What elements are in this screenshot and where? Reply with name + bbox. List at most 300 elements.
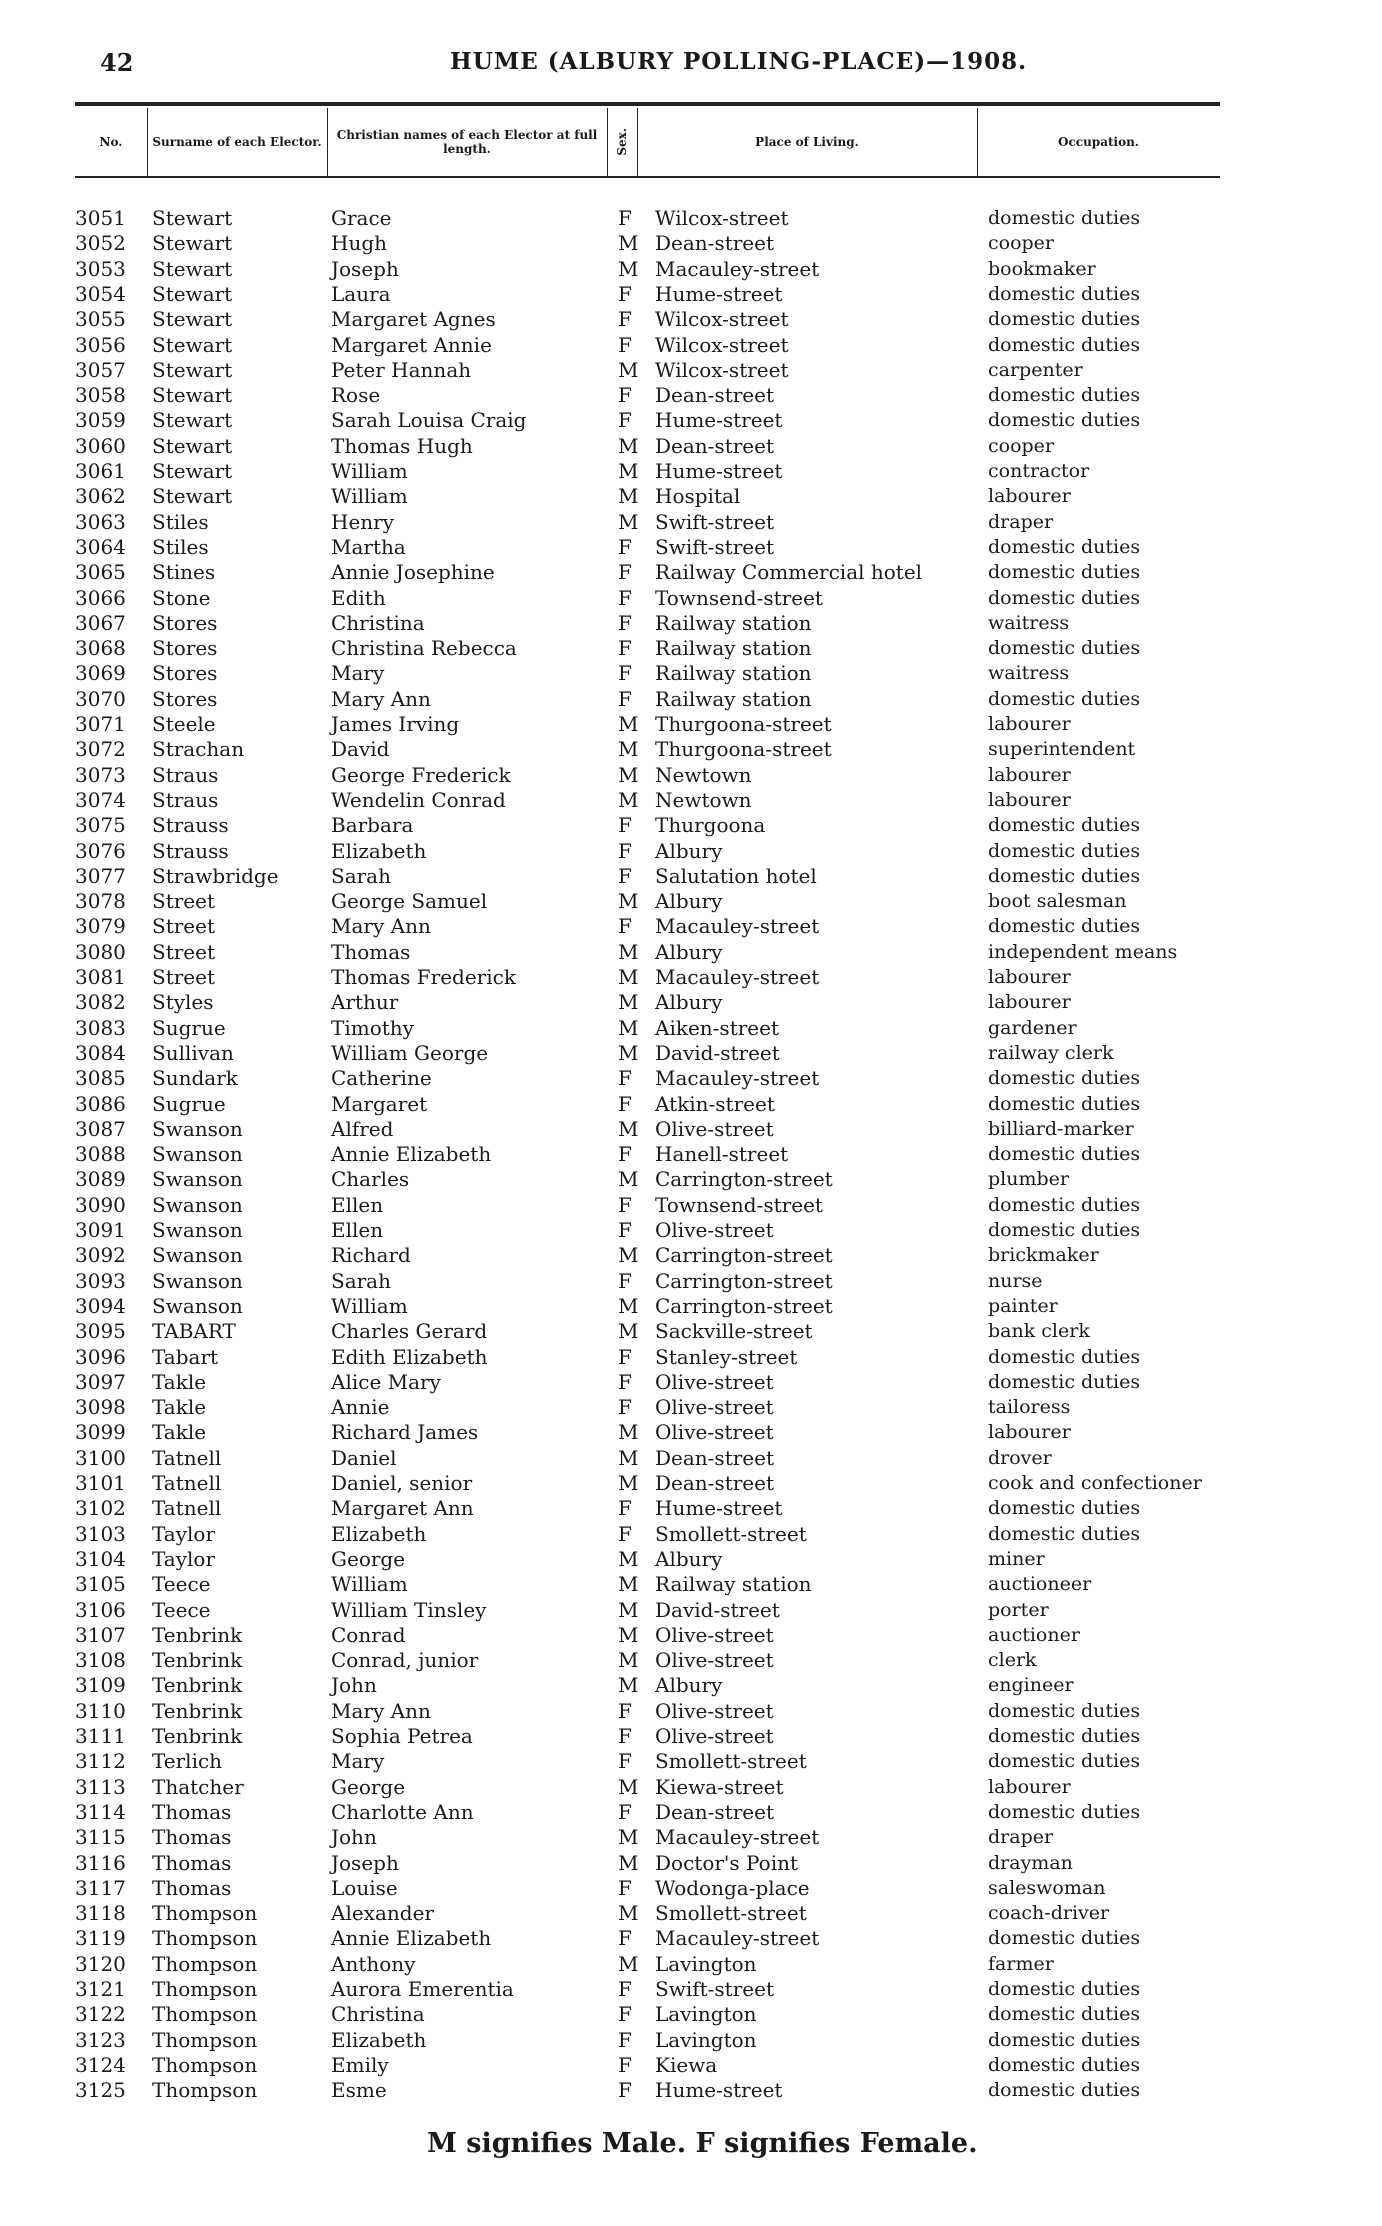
table-row bbox=[75, 307, 1220, 332]
elector-christian-names: George bbox=[331, 1546, 406, 1571]
elector-surname: Thompson bbox=[152, 1951, 258, 1976]
elector-occupation: cooper bbox=[988, 232, 1055, 255]
elector-place-of-living: Olive-street bbox=[655, 1420, 774, 1445]
elector-place-of-living: Dean-street bbox=[655, 1445, 775, 1470]
elector-surname: Swanson bbox=[152, 1293, 243, 1318]
elector-sex: M bbox=[618, 1546, 639, 1571]
elector-surname: Tenbrink bbox=[152, 1622, 243, 1647]
table-row bbox=[75, 661, 1220, 686]
elector-number: 3103 bbox=[75, 1521, 126, 1546]
elector-surname: Stores bbox=[152, 661, 218, 686]
elector-surname: Stewart bbox=[152, 484, 233, 509]
table-row bbox=[75, 1167, 1220, 1192]
elector-christian-names: Sarah bbox=[331, 863, 391, 888]
elector-surname: Straus bbox=[152, 787, 219, 812]
table-row bbox=[75, 1926, 1220, 1951]
elector-number: 3115 bbox=[75, 1825, 126, 1850]
elector-christian-names: Margaret Ann bbox=[331, 1496, 474, 1521]
elector-number: 3120 bbox=[75, 1951, 126, 1976]
elector-surname: Sullivan bbox=[152, 1040, 234, 1065]
elector-christian-names: Christina Rebecca bbox=[331, 636, 517, 661]
elector-number: 3053 bbox=[75, 256, 126, 281]
elector-sex: F bbox=[618, 1268, 632, 1293]
elector-sex: M bbox=[618, 1293, 639, 1318]
elector-place-of-living: Wilcox-street bbox=[655, 332, 789, 357]
elector-occupation: painter bbox=[988, 1294, 1058, 1317]
elector-christian-names: William Tinsley bbox=[331, 1597, 487, 1622]
elector-christian-names: Edith bbox=[331, 585, 386, 610]
elector-occupation: labourer bbox=[988, 966, 1071, 988]
elector-christian-names: Mary bbox=[331, 661, 385, 686]
elector-number: 3095 bbox=[75, 1319, 126, 1344]
elector-place-of-living: Albury bbox=[655, 889, 723, 914]
elector-place-of-living: Smollett-street bbox=[655, 1901, 807, 1926]
table-row bbox=[75, 611, 1220, 636]
elector-surname: Tatnell bbox=[152, 1471, 222, 1495]
elector-sex: F bbox=[618, 686, 632, 711]
elector-surname: Thompson bbox=[152, 1926, 258, 1951]
elector-surname: Street bbox=[152, 939, 216, 964]
elector-surname: Street bbox=[152, 914, 216, 939]
elector-number: 3067 bbox=[75, 610, 126, 635]
table-row bbox=[75, 1952, 1220, 1977]
elector-christian-names: Charlotte Ann bbox=[331, 1799, 474, 1824]
elector-occupation: domestic duties bbox=[988, 1750, 1141, 1773]
elector-christian-names: Thomas Hugh bbox=[331, 433, 473, 458]
elector-sex: F bbox=[618, 863, 632, 888]
elector-surname: Thompson bbox=[152, 1901, 258, 1926]
elector-number: 3054 bbox=[75, 281, 126, 306]
table-row bbox=[75, 1699, 1220, 1724]
elector-occupation: domestic duties bbox=[988, 1219, 1141, 1241]
elector-number: 3066 bbox=[75, 585, 126, 610]
elector-sex: F bbox=[618, 383, 632, 408]
elector-surname: Thompson bbox=[152, 1977, 258, 2001]
elector-sex: M bbox=[618, 1901, 639, 1926]
table-row bbox=[75, 636, 1220, 661]
elector-occupation: draper bbox=[988, 1826, 1054, 1849]
elector-number: 3105 bbox=[75, 1572, 126, 1597]
elector-sex: M bbox=[618, 1243, 639, 1268]
elector-number: 3108 bbox=[75, 1648, 126, 1673]
elector-sex: F bbox=[618, 585, 632, 610]
elector-number: 3100 bbox=[75, 1445, 126, 1470]
table-row bbox=[75, 1471, 1220, 1496]
elector-surname: Stores bbox=[152, 636, 218, 661]
elector-place-of-living: Olive-street bbox=[655, 1724, 774, 1748]
elector-number: 3061 bbox=[75, 459, 126, 483]
elector-sex: M bbox=[618, 1774, 639, 1799]
elector-number: 3091 bbox=[75, 1218, 126, 1242]
elector-number: 3092 bbox=[75, 1243, 126, 1268]
table-row bbox=[75, 1800, 1220, 1825]
table-row bbox=[75, 1623, 1220, 1648]
elector-sex: F bbox=[618, 661, 632, 686]
elector-sex: M bbox=[618, 1850, 639, 1875]
table-row bbox=[75, 1496, 1220, 1521]
elector-sex: M bbox=[618, 484, 639, 509]
elector-number: 3096 bbox=[75, 1344, 126, 1369]
elector-number: 3119 bbox=[75, 1926, 126, 1951]
elector-place-of-living: Townsend-street bbox=[655, 1192, 823, 1217]
table-row bbox=[75, 586, 1220, 611]
table-row bbox=[75, 687, 1220, 712]
elector-place-of-living: Albury bbox=[655, 990, 723, 1015]
elector-place-of-living: Olive-street bbox=[655, 1395, 774, 1420]
elector-occupation: miner bbox=[988, 1547, 1045, 1570]
table-row bbox=[75, 2028, 1220, 2053]
elector-occupation: waitress bbox=[988, 662, 1070, 685]
elector-sex: F bbox=[618, 1344, 632, 1369]
elector-surname: Stores bbox=[152, 610, 218, 635]
elector-surname: Stewart bbox=[152, 281, 233, 306]
elector-christian-names: Arthur bbox=[331, 990, 399, 1015]
elector-sex: M bbox=[618, 965, 639, 989]
elector-christian-names: Richard James bbox=[331, 1420, 479, 1445]
elector-occupation: domestic duties bbox=[988, 864, 1141, 887]
elector-sex: M bbox=[618, 1116, 639, 1141]
elector-place-of-living: Olive-street bbox=[655, 1698, 774, 1723]
elector-surname: Taylor bbox=[152, 1546, 216, 1571]
elector-surname: Swanson bbox=[152, 1268, 243, 1293]
table-row bbox=[75, 1876, 1220, 1901]
elector-christian-names: Annie bbox=[331, 1395, 390, 1420]
elector-occupation: domestic duties bbox=[988, 1092, 1141, 1115]
elector-occupation: domestic duties bbox=[988, 1067, 1141, 1090]
elector-christian-names: Wendelin Conrad bbox=[331, 787, 506, 812]
elector-occupation: contractor bbox=[988, 460, 1090, 482]
elector-number: 3090 bbox=[75, 1192, 126, 1217]
elector-number: 3082 bbox=[75, 990, 126, 1015]
elector-surname: Terlich bbox=[152, 1749, 223, 1774]
elector-christian-names: George Samuel bbox=[331, 889, 488, 914]
elector-christian-names: Margaret Annie bbox=[331, 332, 492, 357]
elector-christian-names: Christina bbox=[331, 610, 425, 635]
elector-place-of-living: Albury bbox=[655, 1673, 723, 1698]
elector-place-of-living: Carrington-street bbox=[655, 1167, 833, 1192]
elector-sex: M bbox=[618, 712, 639, 736]
elector-occupation: domestic duties bbox=[988, 2003, 1141, 2026]
elector-occupation: domestic duties bbox=[988, 1370, 1141, 1393]
elector-number: 3106 bbox=[75, 1597, 126, 1622]
table-row bbox=[75, 231, 1220, 256]
page-number: 42 bbox=[100, 48, 134, 77]
elector-christian-names: Martha bbox=[331, 534, 406, 559]
elector-sex: M bbox=[618, 889, 639, 914]
elector-occupation: labourer bbox=[988, 1775, 1071, 1798]
elector-christian-names: Emily bbox=[331, 2052, 389, 2077]
elector-sex: F bbox=[618, 2002, 632, 2027]
elector-occupation: domestic duties bbox=[988, 1497, 1141, 1520]
elector-surname: Street bbox=[152, 889, 216, 914]
elector-occupation: domestic duties bbox=[988, 2079, 1141, 2102]
elector-occupation: draper bbox=[988, 510, 1054, 533]
elector-christian-names: Annie Elizabeth bbox=[331, 1142, 492, 1167]
elector-occupation: nurse bbox=[988, 1269, 1043, 1292]
elector-place-of-living: Railway station bbox=[655, 661, 812, 686]
elector-surname: Strawbridge bbox=[152, 863, 279, 888]
elector-occupation: billiard-marker bbox=[988, 1117, 1134, 1140]
elector-occupation: farmer bbox=[988, 1952, 1054, 1975]
table-row bbox=[75, 1598, 1220, 1623]
elector-surname: Takle bbox=[152, 1395, 207, 1420]
elector-occupation: brickmaker bbox=[988, 1244, 1099, 1267]
elector-christian-names: Elizabeth bbox=[331, 1521, 427, 1546]
elector-christian-names: William bbox=[331, 459, 408, 483]
elector-christian-names: Peter Hannah bbox=[331, 357, 472, 382]
elector-sex: F bbox=[618, 1091, 632, 1116]
table-row bbox=[75, 535, 1220, 560]
elector-sex: M bbox=[618, 1572, 639, 1597]
elector-surname: Stewart bbox=[152, 357, 233, 382]
elector-place-of-living: Swift-street bbox=[655, 1977, 774, 2001]
elector-number: 3077 bbox=[75, 863, 126, 888]
table-row bbox=[75, 1066, 1220, 1091]
elector-place-of-living: Swift-street bbox=[655, 534, 774, 559]
elector-sex: F bbox=[618, 2027, 632, 2052]
elector-occupation: domestic duties bbox=[988, 308, 1141, 331]
elector-surname: Swanson bbox=[152, 1218, 243, 1242]
table-row bbox=[75, 1572, 1220, 1597]
table-row bbox=[75, 1673, 1220, 1698]
elector-place-of-living: Lavington bbox=[655, 2027, 757, 2052]
elector-occupation: domestic duties bbox=[988, 1193, 1141, 1216]
elector-sex: M bbox=[618, 1471, 639, 1495]
elector-surname: Stiles bbox=[152, 509, 209, 534]
col-header-no: No. bbox=[75, 108, 148, 176]
elector-sex: F bbox=[618, 1724, 632, 1748]
elector-place-of-living: Hume-street bbox=[655, 2078, 783, 2103]
col-header-place: Place of Living. bbox=[637, 108, 978, 176]
elector-place-of-living: Macauley-street bbox=[655, 256, 820, 281]
col-header-christian: Christian names of each Elector at full length. bbox=[327, 108, 608, 176]
elector-surname: Tabart bbox=[152, 1344, 219, 1369]
elector-sex: F bbox=[618, 1698, 632, 1723]
table-row bbox=[75, 1193, 1220, 1218]
elector-christian-names: Charles Gerard bbox=[331, 1319, 488, 1344]
elector-occupation: domestic duties bbox=[988, 282, 1141, 305]
elector-occupation: auctioneer bbox=[988, 1573, 1092, 1596]
elector-christian-names: David bbox=[331, 737, 390, 762]
elector-occupation: domestic duties bbox=[988, 1345, 1141, 1368]
elector-place-of-living: Sackville-street bbox=[655, 1319, 813, 1344]
elector-sex: F bbox=[618, 1875, 632, 1900]
table-row bbox=[75, 2078, 1220, 2103]
elector-surname: Stewart bbox=[152, 383, 233, 408]
table-row bbox=[75, 1724, 1220, 1749]
elector-place-of-living: Townsend-street bbox=[655, 585, 823, 610]
elector-christian-names: Aurora Emerentia bbox=[331, 1977, 514, 2001]
elector-sex: F bbox=[618, 307, 632, 332]
elector-place-of-living: Dean-street bbox=[655, 383, 775, 408]
elector-surname: Swanson bbox=[152, 1116, 243, 1141]
elector-occupation: domestic duties bbox=[988, 333, 1141, 356]
elector-occupation: drover bbox=[988, 1446, 1052, 1469]
table-row bbox=[75, 763, 1220, 788]
elector-occupation: independent means bbox=[988, 940, 1178, 963]
elector-occupation: domestic duties bbox=[988, 1725, 1141, 1747]
table-row bbox=[75, 1775, 1220, 1800]
elector-surname: Swanson bbox=[152, 1243, 243, 1268]
elector-christian-names: James Irving bbox=[331, 712, 460, 736]
header-rule bbox=[75, 102, 1220, 106]
elector-place-of-living: Hume-street bbox=[655, 459, 783, 483]
table-row bbox=[75, 864, 1220, 889]
elector-christian-names: Catherine bbox=[331, 1066, 432, 1091]
elector-christian-names: Alice Mary bbox=[331, 1369, 441, 1394]
elector-surname: Thompson bbox=[152, 2078, 258, 2103]
elector-number: 3102 bbox=[75, 1496, 126, 1521]
elector-number: 3123 bbox=[75, 2027, 126, 2052]
elector-surname: Stewart bbox=[152, 459, 233, 483]
elector-occupation: domestic duties bbox=[988, 814, 1141, 837]
elector-place-of-living: Olive-street bbox=[655, 1369, 774, 1394]
elector-place-of-living: Wilcox-street bbox=[655, 357, 789, 382]
elector-place-of-living: Doctor's Point bbox=[655, 1850, 799, 1875]
elector-place-of-living: Salutation hotel bbox=[655, 863, 817, 888]
elector-sex: F bbox=[618, 1192, 632, 1217]
elector-surname: TABART bbox=[152, 1319, 236, 1344]
elector-place-of-living: Olive-street bbox=[655, 1218, 774, 1242]
elector-number: 3116 bbox=[75, 1850, 126, 1875]
elector-christian-names: Daniel, senior bbox=[331, 1471, 473, 1495]
elector-number: 3081 bbox=[75, 965, 126, 989]
elector-number: 3094 bbox=[75, 1293, 126, 1318]
elector-number: 3059 bbox=[75, 408, 126, 433]
elector-sex: M bbox=[618, 1167, 639, 1192]
elector-christian-names: George bbox=[331, 1774, 406, 1799]
elector-sex: M bbox=[618, 433, 639, 458]
elector-place-of-living: Stanley-street bbox=[655, 1344, 798, 1369]
elector-surname: Sundark bbox=[152, 1066, 238, 1091]
col-header-sex-cell bbox=[607, 108, 638, 176]
elector-number: 3118 bbox=[75, 1901, 126, 1926]
elector-occupation: domestic duties bbox=[988, 637, 1141, 660]
table-row bbox=[75, 1294, 1220, 1319]
elector-number: 3063 bbox=[75, 509, 126, 534]
table-row bbox=[75, 1345, 1220, 1370]
table-row bbox=[75, 788, 1220, 813]
elector-sex: F bbox=[618, 610, 632, 635]
elector-place-of-living: Railway Commercial hotel bbox=[655, 560, 923, 585]
elector-christian-names: Mary Ann bbox=[331, 686, 431, 711]
elector-number: 3073 bbox=[75, 762, 126, 787]
table-row bbox=[75, 1016, 1220, 1041]
elector-number: 3076 bbox=[75, 838, 126, 863]
elector-surname: Tenbrink bbox=[152, 1673, 243, 1698]
elector-christian-names: Joseph bbox=[331, 1850, 399, 1875]
elector-number: 3098 bbox=[75, 1395, 126, 1420]
elector-sex: F bbox=[618, 1218, 632, 1242]
elector-surname: Takle bbox=[152, 1420, 207, 1445]
elector-number: 3052 bbox=[75, 231, 126, 256]
elector-surname: Taylor bbox=[152, 1521, 216, 1546]
elector-number: 3062 bbox=[75, 484, 126, 509]
table-row bbox=[75, 889, 1220, 914]
elector-occupation: domestic duties bbox=[988, 561, 1141, 584]
elector-place-of-living: Thurgoona-street bbox=[655, 737, 832, 762]
elector-surname: Stewart bbox=[152, 332, 233, 357]
elector-place-of-living: Lavington bbox=[655, 2002, 757, 2027]
elector-place-of-living: Dean-street bbox=[655, 1799, 775, 1824]
elector-number: 3055 bbox=[75, 307, 126, 332]
elector-christian-names: Mary Ann bbox=[331, 914, 431, 939]
elector-number: 3109 bbox=[75, 1673, 126, 1698]
elector-number: 3072 bbox=[75, 737, 126, 762]
elector-sex: F bbox=[618, 1749, 632, 1774]
elector-surname: Swanson bbox=[152, 1167, 243, 1192]
elector-surname: Thomas bbox=[152, 1799, 232, 1824]
elector-place-of-living: Kiewa-street bbox=[655, 1774, 784, 1799]
elector-surname: Sugrue bbox=[152, 1091, 226, 1116]
elector-occupation: plumber bbox=[988, 1168, 1069, 1191]
table-row bbox=[75, 408, 1220, 433]
elector-occupation: tailoress bbox=[988, 1396, 1071, 1419]
elector-occupation: domestic duties bbox=[988, 384, 1141, 407]
elector-christian-names: Conrad, junior bbox=[331, 1648, 479, 1673]
elector-occupation: domestic duties bbox=[988, 1927, 1141, 1950]
elector-sex: M bbox=[618, 939, 639, 964]
table-row bbox=[75, 1977, 1220, 2002]
table-row bbox=[75, 333, 1220, 358]
elector-occupation: domestic duties bbox=[988, 207, 1141, 229]
elector-occupation: carpenter bbox=[988, 358, 1083, 381]
elector-sex: M bbox=[618, 1648, 639, 1673]
elector-christian-names: Alfred bbox=[331, 1116, 394, 1141]
column-headers bbox=[75, 108, 1220, 178]
elector-occupation: engineer bbox=[988, 1674, 1074, 1697]
elector-sex: F bbox=[618, 1926, 632, 1951]
elector-place-of-living: Hanell-street bbox=[655, 1142, 789, 1167]
table-row bbox=[75, 1851, 1220, 1876]
elector-sex: M bbox=[618, 1015, 639, 1040]
elector-place-of-living: Olive-street bbox=[655, 1648, 774, 1673]
elector-surname: Tatnell bbox=[152, 1445, 222, 1470]
elector-christian-names: John bbox=[331, 1825, 377, 1850]
elector-place-of-living: Hume-street bbox=[655, 1496, 783, 1521]
elector-christian-names: Thomas Frederick bbox=[331, 965, 516, 989]
elector-surname: Teece bbox=[152, 1572, 211, 1597]
elector-surname: Stiles bbox=[152, 534, 209, 559]
elector-occupation: bank clerk bbox=[988, 1320, 1090, 1343]
table-row bbox=[75, 1648, 1220, 1673]
elector-number: 3093 bbox=[75, 1268, 126, 1293]
elector-number: 3087 bbox=[75, 1116, 126, 1141]
elector-christian-names: Ellen bbox=[331, 1192, 384, 1217]
elector-occupation: boot salesman bbox=[988, 890, 1127, 913]
elector-sex: F bbox=[618, 2078, 632, 2103]
elector-number: 3110 bbox=[75, 1698, 126, 1723]
table-row bbox=[75, 914, 1220, 939]
table-row bbox=[75, 839, 1220, 864]
elector-number: 3124 bbox=[75, 2052, 126, 2077]
elector-surname: Stewart bbox=[152, 206, 233, 230]
elector-occupation: bookmaker bbox=[988, 257, 1096, 280]
elector-occupation: domestic duties bbox=[988, 915, 1141, 938]
elector-sex: M bbox=[618, 762, 639, 787]
elector-place-of-living: Swift-street bbox=[655, 509, 774, 534]
elector-number: 3068 bbox=[75, 636, 126, 661]
elector-place-of-living: Macauley-street bbox=[655, 1066, 820, 1091]
elector-number: 3069 bbox=[75, 661, 126, 686]
elector-christian-names: George Frederick bbox=[331, 762, 511, 787]
elector-place-of-living: Kiewa bbox=[655, 2052, 718, 2077]
elector-christian-names: Rose bbox=[331, 383, 381, 408]
table-row bbox=[75, 1749, 1220, 1774]
elector-number: 3112 bbox=[75, 1749, 126, 1774]
elector-number: 3122 bbox=[75, 2002, 126, 2027]
elector-number: 3121 bbox=[75, 1977, 126, 2001]
